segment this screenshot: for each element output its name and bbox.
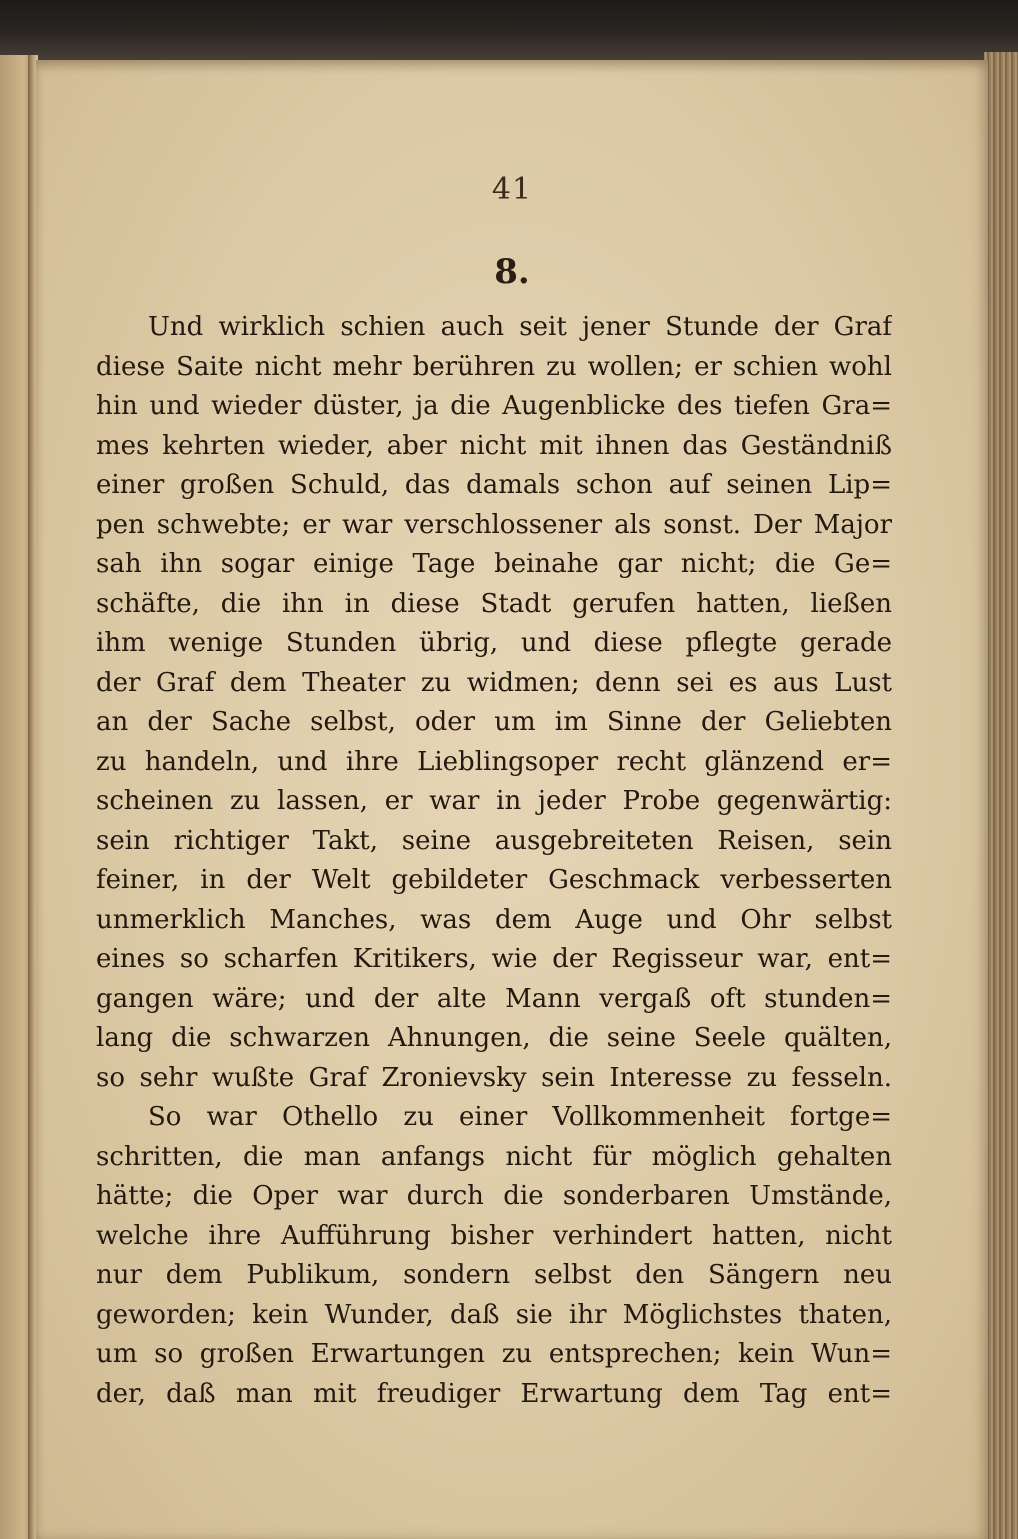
text-line: pen schwebte; er war verschlossener als sonst. Der Major [96,509,892,540]
text-line: unmerklich Manches, was dem Auge und Ohr selbst [96,904,892,935]
book-binding-edge [0,0,1018,62]
text-line: der Graf dem Theater zu widmen; denn sei es aus Lust [96,667,892,698]
text-line: zu handeln, und ihre Lieblingsoper recht glänzend er= [96,746,892,777]
text-line: schäfte, die ihn in diese Stadt gerufen hatten, ließen [96,588,892,619]
text-line: geworden; kein Wunder, daß sie ihr Möglichstes thaten, [96,1299,892,1330]
text-line: sein richtiger Takt, seine ausgebreiteten Reisen, sein [96,825,892,856]
text-line: welche ihre Aufführung bisher verhindert hatten, nicht [96,1220,892,1251]
text-line: sah ihn sogar einige Tage beinahe gar nicht; die Ge= [96,549,892,579]
chapter-number: 8. [494,252,530,292]
text-line: eines so scharfen Kritikers, wie der Regisseur war, ent= [96,944,892,974]
text-line: der, daß man mit freudiger Erwartung dem Tag ent= [96,1378,892,1409]
text-line: hätte; die Oper war durch die sonderbaren Umstände, [96,1181,892,1211]
body-text [96,308,892,1414]
text-line: scheinen zu lassen, er war in jeder Probe gegenwärtig: [96,786,892,816]
text-line: nur dem Publikum, sondern selbst den Sängern neu [96,1260,892,1290]
text-line: lang die schwarzen Ahnungen, die seine Seele quälten, [96,1023,892,1053]
text-line: feiner, in der Welt gebildeter Geschmack verbesserten [96,865,892,895]
text-line: Und wirklich schien auch seit jener Stunde der Graf [148,312,892,342]
text-line: schritten, die man anfangs nicht für möglich gehalten [96,1141,892,1172]
text-line: ihm wenige Stunden übrig, und diese pflegte gerade [96,628,892,658]
page-number: 41 [491,172,533,207]
book-page [36,60,988,1539]
text-line: an der Sache selbst, oder um im Sinne der Geliebten [96,707,892,737]
text-line: um so großen Erwartungen zu entsprechen; kein Wun= [96,1339,892,1369]
text-line: so sehr wußte Graf Zronievsky sein Interesse zu fesseln. [96,1062,892,1093]
text-line: gangen wäre; und der alte Mann vergaß oft stunden= [96,983,892,1014]
text-line: einer großen Schuld, das damals schon auf seinen Lip= [96,470,892,500]
text-line: mes kehrten wieder, aber nicht mit ihnen das Geständniß [96,430,892,461]
text-line: diese Saite nicht mehr berühren zu wollen; er schien wohl [96,351,892,382]
text-line: hin und wieder düster, ja die Augenblicke des tiefen Gra= [96,391,892,421]
page-edges [984,52,1018,1539]
text-line: So war Othello zu einer Vollkommenheit fortge= [148,1102,892,1132]
